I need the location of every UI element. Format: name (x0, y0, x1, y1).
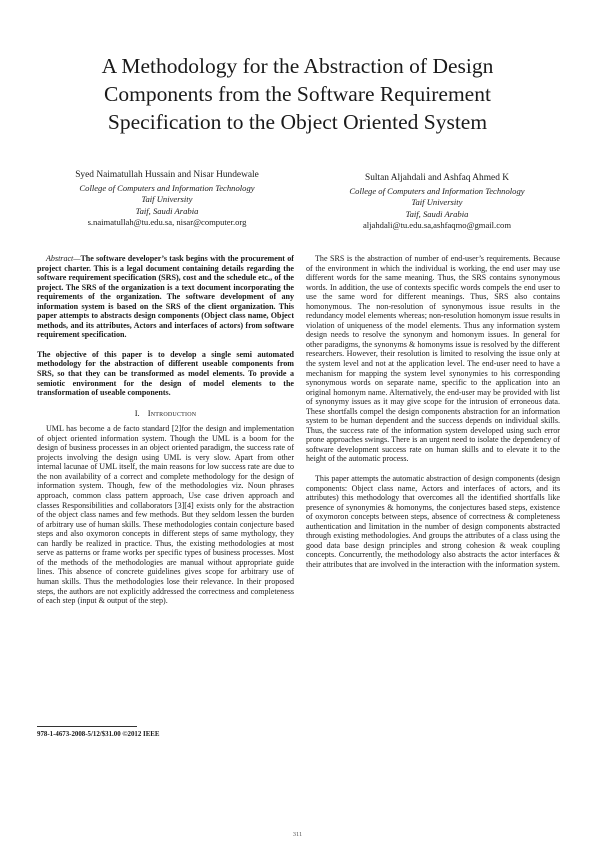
author-names: Syed Naimatullah Hussain and Nisar Hundewale (75, 170, 259, 180)
section-title: Introduction (147, 407, 197, 418)
author-email: aljahdali@tu.edu.sa,ashfaqmo@gmail.com (362, 220, 512, 231)
section-heading (37, 409, 294, 419)
author-email: s.naimatullah@tu.edu.sa, nisar@computer.org (87, 217, 247, 228)
section-number: I. (134, 407, 140, 418)
author-block-left (38, 170, 296, 229)
affiliation-line: College of Computers and Information Technology (79, 182, 255, 193)
right-column (306, 254, 560, 570)
affiliation-line: Taif, Saudi Arabia (135, 205, 199, 216)
left-column (37, 254, 294, 606)
paper-title (40, 52, 555, 136)
abstract-paragraph (37, 254, 294, 340)
page-number: 311 (292, 831, 303, 838)
affiliation-line: Taif University (411, 197, 463, 208)
author-names: Sultan Aljahdali and Ashfaq Ahmed K (365, 173, 509, 183)
author-block-right (306, 173, 568, 232)
title-line: A Methodology for the Abstraction of Design (101, 54, 494, 78)
title-line: Components from the Software Requirement (104, 82, 491, 106)
copyright-footnote: 978-1-4673-2008-5/12/$31.00 ©2012 IEEE (37, 731, 160, 738)
abstract-label: Abstract— (46, 254, 81, 263)
title-line: Specification to the Object Oriented System (107, 110, 488, 134)
affiliation-line: College of Computers and Information Technology (349, 185, 525, 196)
abstract-text: The software developer’s task begins with the procurement of project charter. This is a legal document containing details regarding the software requirement specification (SRS), cost and the schedule etc., of the project. The SRS of the organization is a text document incorporating the requirements of the organization. The software development of any information system is based on the SRS of the client organization. This paper attempts to abstracts design components (Object class name, Object methods, and its attributes, Actors and interfaces of actors) from software requirement specification. (37, 254, 294, 340)
footnote-rule (37, 726, 137, 727)
affiliation-line: Taif, Saudi Arabia (405, 208, 469, 219)
abstract-objective: The objective of this paper is to develop a single semi automated methodology for the abstraction of different useable components from SRS, so that they can be transformed as model elements. To provide a semiotic environment for the design of model elements to the transformation of useable components. (37, 349, 294, 398)
body-paragraph: This paper attempts the automatic abstraction of design components (design components: Object class name, Actors and interfaces of actors, and its attributes) this methodology that overcomes all the identified shortfalls like presence of synonymies & homonyms, the conjectures based steps, existence of oxymoron concepts between steps, absence of correctness & completeness authentication and limitation in the number of design components abstracted through existing methodologies. And groups the attributes of a class using the good data base design principles and strong cohesion & weak coupling concepts. Concurrently, the methodology also abstracts the actor interfaces & their attributes that are involved in the interaction with the information system. (306, 474, 560, 569)
body-paragraph: The SRS is the abstraction of number of end-user’s requirements. Because of the environment in which the individual is working, the end user may use different words for the same meaning. Thus, the SRS contains synonymous words. In addition, the use of contexts specific words compels the end user to use the same word for different meanings. Thus, SRS also contains homonymous. The non-resolution of synonymous issue results in the redundancy model elements whereas; non-resolution homonym issue results in violation of uniqueness of the model elements. Thus any information system design needs to resolve the synonym and homonym issues. In general for other paradigms, the synonyms & homonyms issue is resolved by the different researchers. However, their resolution is limited to resolving the issue only at the system level and not at the application level. The end-user need to have a mechanism for mapping the system level synonymies to his corresponding synonymous words on separate name, specific to the application into an original homonym name. Alternatively, the end-user may be provided with list of synonymy issues as it may give scope for the intrusion of erroneous data. These shortfalls compel the design components abstraction for an information system to be human dependent and the success depends on individual skills. Thus, the success rate of the information system developed using such error prone approaches swings. There is an urgent need to isolate the dependency of software development success rate on human skills and to elevate it to the height of the automatic process. (306, 254, 560, 464)
intro-paragraph: UML has become a de facto standard [2]for the design and implementation of object oriented information system. Though the UML is a boom for the design of business processes in an object oriented paradigm, the success rate of projects involving the design using UML is very slow. Apart from other internal lacunae of UML itself, the main reasons for low success rate are due to the non availability of a correct and complete methodology for the design of information system. Though, few of the methodologies viz. Noun phrases approach, common class pattern approach, Use case driven approach and classes Responsibilities and collaborators [3][4] exists only for the abstraction of the object class names and few methods. But they seldom lessen the burden of arbitrary use of human skills. These methodologies contain conjecture based steps and also oxymoron concepts in different steps of same mythology, they can hardly be realized in practice. Thus, the existing methodologies at most serve as patterns or frame works per specific types of business processes. Most of the methods of the methodologies are manual without appropriate guide lines. This absence of concrete guidelines gives scope for arbitrary use of human skills. Thus the methodologies lose their relevance. In their proposed steps, the authors are not explicitly addressed the correctness and completeness of each step (input & output of the step). (37, 424, 294, 606)
affiliation-line: Taif University (141, 194, 193, 205)
